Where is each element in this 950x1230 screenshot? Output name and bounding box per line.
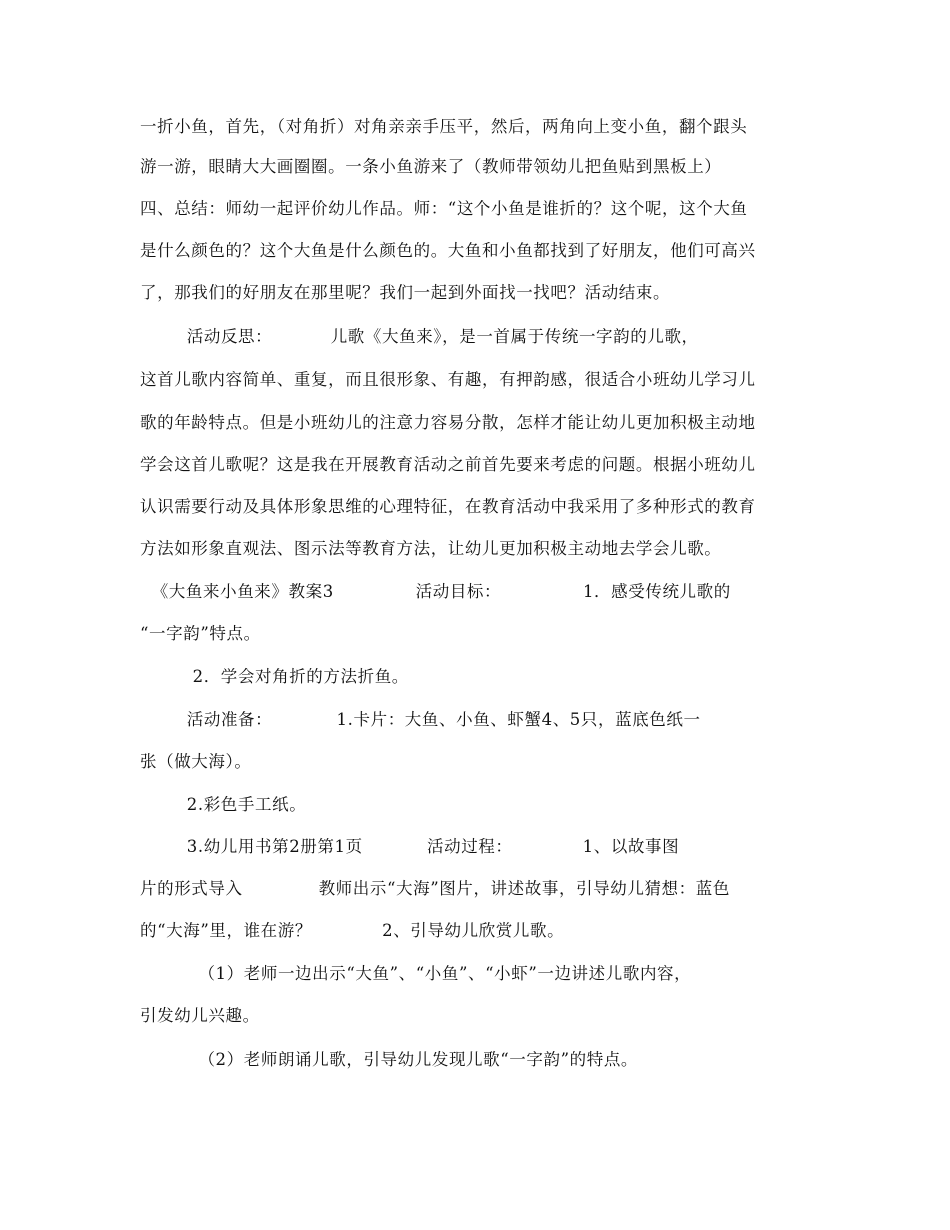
text-line-6: 活动反思： 儿歌《大鱼来》，是一首属于传统一字韵的儿歌， [140,327,699,346]
text-line-20: 的“大海”里，谁在游？ 2、引导幼儿欣赏儿歌。 [140,921,565,940]
text-line-16: 张（做大海）。 [140,752,252,771]
text-line-4: 是什么颜色的？这个大鱼是什么颜色的。大鱼和小鱼都找到了好朋友，他们可高兴 [140,241,756,260]
text-line-18: 3.幼儿用书第2册第1页 活动过程： 1、以故事图 [140,837,680,856]
text-line-3: 四、总结：师幼一起评价幼儿作品。师：“这个小鱼是谁折的？这个呢，这个大鱼 [140,199,748,218]
text-line-14: 2．学会对角折的方法折鱼。 [140,667,409,686]
text-line-5: 了，那我们的好朋友在那里呢？我们一起到外面找一找吧？活动结束。 [140,283,671,302]
text-line-12: 《大鱼来小鱼来》教案3 活动目标： 1．感受传统儿歌的 [140,582,731,601]
text-line-19: 片的形式导入 教师出示“大海”图片，讲述故事，引导幼儿猜想：蓝色 [140,879,730,898]
text-line-22: 引发幼儿兴趣。 [140,1006,260,1025]
text-line-11: 方法如形象直观法、图示法等教育方法，让幼儿更加积极主动地去学会儿歌。 [140,539,722,558]
text-line-8: 歌的年龄特点。但是小班幼儿的注意力容易分散，怎样才能让幼儿更加积极主动地 [140,413,756,432]
text-line-17: 2.彩色手工纸。 [140,795,307,814]
text-line-13: “一字韵”特点。 [140,624,261,643]
text-line-23: （2）老师朗诵儿歌，引导幼儿发现儿歌“一字韵”的特点。 [140,1050,639,1069]
text-line-21: （1）老师一边出示“大鱼”、“小鱼”、“小虾”一边讲述儿歌内容， [140,964,692,983]
text-line-1: 一折小鱼，首先，（对角折）对角亲亲手压平，然后，两角向上变小鱼，翻个跟头 [140,117,748,136]
text-line-10: 认识需要行动及具体形象思维的心理特征，在教育活动中我采用了多种形式的教育 [140,497,756,516]
text-line-2: 游一游，眼睛大大画圈圈。一条小鱼游来了（教师带领幼儿把鱼贴到黑板上） [140,157,722,176]
text-line-9: 学会这首儿歌呢？这是我在开展教育活动之前首先要来考虑的问题。根据小班幼儿 [140,455,756,474]
text-line-15: 活动准备： 1.卡片：大鱼、小鱼、虾蟹4、5只，蓝底色纸一 [140,710,701,729]
text-line-7: 这首儿歌内容简单、重复，而且很形象、有趣，有押韵感，很适合小班幼儿学习儿 [140,370,756,389]
